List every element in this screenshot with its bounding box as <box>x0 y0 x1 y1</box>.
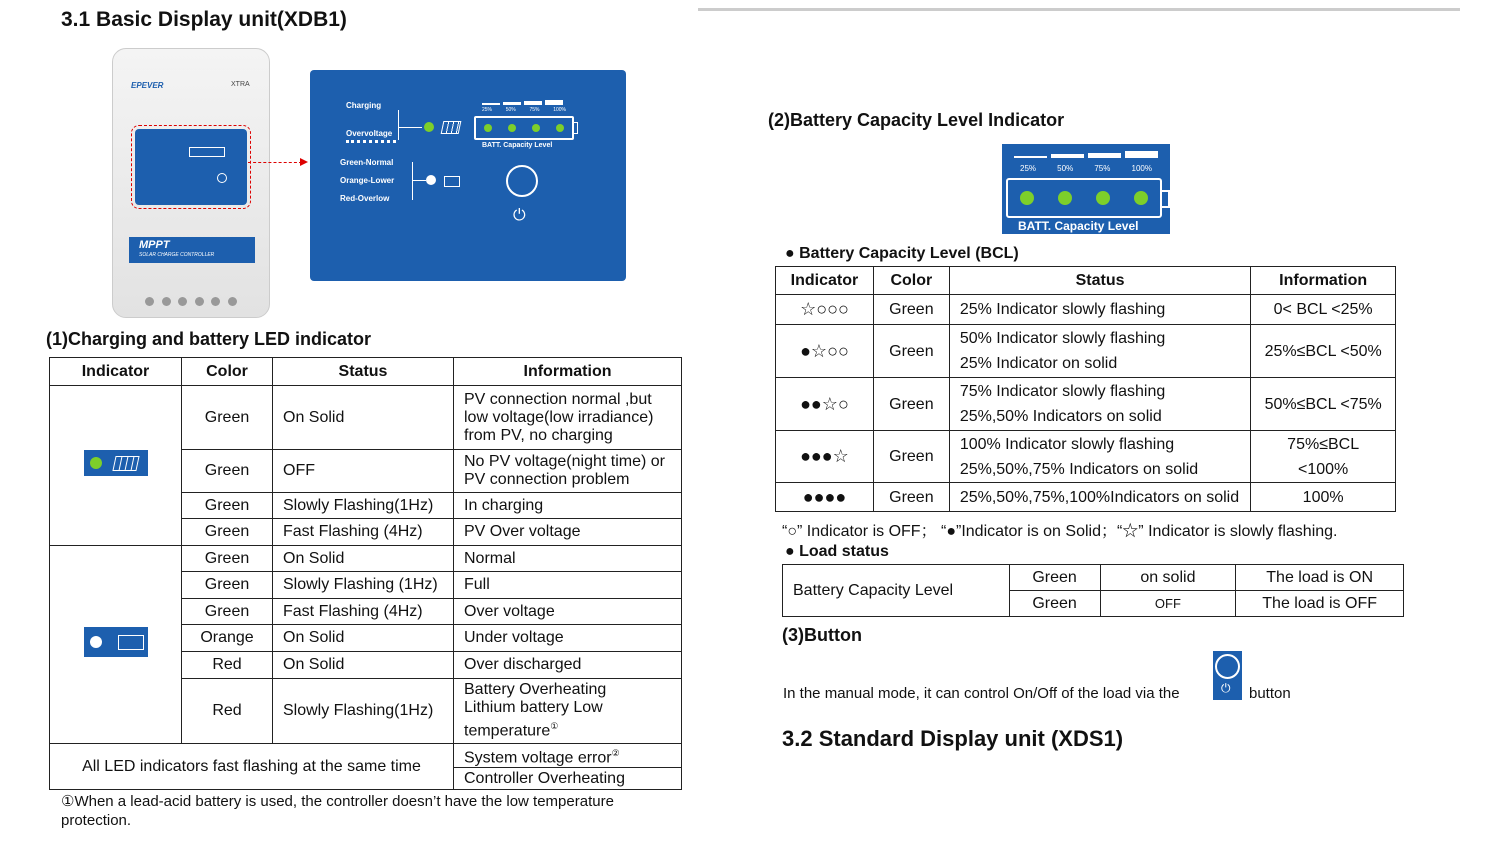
pv-indicator-cell <box>50 386 182 546</box>
batt-info <box>454 679 682 744</box>
bcl-color: Green <box>873 295 949 325</box>
battery-indicator-icon <box>84 627 148 657</box>
info-line: PV connection problem <box>464 471 630 488</box>
pv-color: Green <box>182 493 273 519</box>
load-result: The load is OFF <box>1236 591 1404 617</box>
pv-info: In charging <box>454 493 682 519</box>
all-led-text: All LED indicators fast flashing at the same time <box>50 744 454 790</box>
batt-status: On Solid <box>273 652 454 679</box>
table-row <box>783 565 1404 591</box>
info-text: temperature <box>464 722 551 740</box>
button-text-after: button <box>1249 685 1291 702</box>
load-state: OFF <box>1100 591 1236 617</box>
pv-indicator-icon <box>84 450 148 476</box>
next-section-title: 3.2 Standard Display unit (XDS1) <box>782 726 1124 751</box>
info-line: Lithium battery Low <box>464 699 603 717</box>
bcl-header-color: Color <box>873 267 949 295</box>
batt-info: Normal <box>454 546 682 572</box>
bcl-status <box>949 325 1250 378</box>
label-red-overlow: Red-Overlow <box>340 194 390 203</box>
batt-status: Fast Flashing (4Hz) <box>273 599 454 625</box>
table-row <box>776 295 1396 325</box>
page-divider <box>698 8 1460 11</box>
bcl-color: Green <box>873 378 949 431</box>
zoom-arrow-head <box>300 158 308 166</box>
enlarged-display-panel <box>310 70 626 281</box>
batt-status: On Solid <box>273 546 454 572</box>
pv-color: Green <box>182 450 273 493</box>
batt-color: Red <box>182 679 273 744</box>
status-line: 50% Indicator slowly flashing <box>959 330 1166 347</box>
label-green-normal: Green-Normal <box>340 158 394 167</box>
bcl-level-75: 75% <box>1094 164 1111 173</box>
info-line: Battery Overheating <box>464 681 607 699</box>
footnote-mark: ② <box>611 748 620 758</box>
header-information: Information <box>454 358 682 386</box>
batt-info: Full <box>454 572 682 599</box>
battery-led-icon <box>426 175 436 185</box>
battery-icon <box>444 176 460 187</box>
level-labels <box>482 107 566 113</box>
footnote: ①When a lead-acid battery is used, the controller doesn’t have the low temperature protection. <box>61 793 614 829</box>
status-line: 25%,50% Indicators on solid <box>959 408 1162 425</box>
capacity-battery-frame <box>474 116 574 140</box>
load-state: on solid <box>1100 565 1236 591</box>
device-label-main: MPPT <box>139 239 170 251</box>
batt-info: Over discharged <box>454 652 682 679</box>
all-led-info: Controller Overheating <box>454 768 682 790</box>
batt-color: Green <box>182 572 273 599</box>
level-bars <box>482 97 564 105</box>
table-row <box>776 378 1396 431</box>
controller-device-image <box>112 48 270 318</box>
batt-status: Slowly Flashing(1Hz) <box>273 679 454 744</box>
status-line: 100% Indicator slowly flashing <box>959 435 1175 453</box>
table-row <box>776 483 1396 512</box>
info-line <box>464 717 671 740</box>
bcl-status: 25% Indicator slowly flashing <box>949 295 1250 325</box>
table1-title: (1)Charging and battery LED indicator <box>46 329 372 349</box>
bcl-info: 50%≤BCL <75% <box>1251 378 1396 431</box>
info-line: No PV voltage(night time) or <box>464 453 665 470</box>
zoom-arrow <box>248 162 302 163</box>
footnote-mark: ① <box>550 721 559 732</box>
header-status: Status <box>273 358 454 386</box>
device-label-band <box>129 237 255 263</box>
button-title: (3)Button <box>782 625 862 645</box>
bcl-indicator: ●●●☆ <box>776 431 874 483</box>
label-charging: Charging <box>346 101 382 110</box>
load-table <box>782 564 1404 617</box>
header-indicator: Indicator <box>50 358 182 386</box>
power-icon: ⏻ <box>1221 681 1231 695</box>
bcl-level-100: 100% <box>1131 164 1152 173</box>
solar-panel-icon <box>441 121 462 134</box>
batt-color: Orange <box>182 625 273 652</box>
status-line: 25%,50%,75% Indicators on solid <box>959 460 1199 478</box>
table-row <box>776 325 1396 378</box>
level-100: 100% <box>553 107 566 113</box>
level-25: 25% <box>482 107 493 113</box>
bcl-table <box>775 266 1396 512</box>
table-row <box>50 744 682 768</box>
charging-led-table <box>49 357 682 790</box>
level-75: 75% <box>529 107 540 113</box>
capacity-label: BATT. Capacity Level <box>482 142 553 149</box>
batt-color: Red <box>182 652 273 679</box>
bcl-image <box>1002 144 1170 234</box>
bcl-info: 100% <box>1251 483 1396 512</box>
bcl-battery-frame <box>1006 178 1162 218</box>
pv-info <box>454 450 682 493</box>
all-led-info <box>454 744 682 768</box>
load-color: Green <box>1009 565 1100 591</box>
label-orange-lower: Orange-Lower <box>340 176 395 185</box>
bcl-level-labels <box>1020 164 1152 173</box>
device-model: XTRA <box>231 81 250 88</box>
bcl-title: (2)Battery Capacity Level Indicator <box>768 110 1065 130</box>
bcl-header-information: Information <box>1251 267 1396 295</box>
pv-status: Slowly Flashing(1Hz) <box>273 493 454 519</box>
batt-status: On Solid <box>273 625 454 652</box>
level-50: 50% <box>505 107 516 113</box>
load-result: The load is ON <box>1236 565 1404 591</box>
pv-info <box>454 386 682 450</box>
pv-status: OFF <box>273 450 454 493</box>
status-line: 25% Indicator on solid <box>959 355 1118 372</box>
info-text: System voltage error <box>464 749 612 767</box>
pv-info: PV Over voltage <box>454 519 682 546</box>
header-color: Color <box>182 358 273 386</box>
bcl-status: 25%,50%,75%,100%Indicators on solid <box>949 483 1250 512</box>
bcl-info: 75%≤BCL <100% <box>1251 431 1396 483</box>
panel-button-ring[interactable] <box>506 165 538 197</box>
bcl-indicator: ●☆○○ <box>776 325 874 378</box>
pv-color: Green <box>182 519 273 546</box>
table-row <box>50 386 682 450</box>
load-title: ● Load status <box>785 543 889 560</box>
bcl-indicator: ●●●● <box>776 483 874 512</box>
batt-color: Green <box>182 599 273 625</box>
bcl-header-status: Status <box>949 267 1250 295</box>
status-line: 75% Indicator slowly flashing <box>959 383 1166 400</box>
batt-color: Green <box>182 546 273 572</box>
bcl-image-label: BATT. Capacity Level <box>1018 219 1139 233</box>
bcl-status <box>949 431 1250 483</box>
device-label-sub: SOLAR CHARGE CONTROLLER <box>139 252 215 258</box>
power-icon: ⏻ <box>513 207 526 224</box>
button-text-before: In the manual mode, it can control On/Off of the load via the <box>783 685 1180 702</box>
bcl-level-25: 25% <box>1020 164 1037 173</box>
battery-indicator-cell <box>50 546 182 744</box>
bcl-legend: “○” Indicator is OFF； “●”Indicator is on Solid；“☆” Indicator is slowly flashing. <box>782 523 1338 540</box>
batt-info: Over voltage <box>454 599 682 625</box>
table-row <box>776 431 1396 483</box>
info-line: low voltage(low irradiance) <box>464 408 654 426</box>
batt-status: Slowly Flashing (1Hz) <box>273 572 454 599</box>
load-color: Green <box>1009 591 1100 617</box>
device-mini-panel <box>135 129 247 205</box>
info-line: PV connection normal ,but <box>464 390 652 408</box>
batt-info: Under voltage <box>454 625 682 652</box>
pv-status: Fast Flashing (4Hz) <box>273 519 454 546</box>
load-title-text: Load status <box>799 543 889 560</box>
bcl-status <box>949 378 1250 431</box>
bcl-subtitle: ● Battery Capacity Level (BCL) <box>785 245 1019 262</box>
load-button-icon[interactable] <box>1213 651 1242 700</box>
bcl-color: Green <box>873 325 949 378</box>
bcl-level-bars <box>1014 150 1160 158</box>
bcl-color: Green <box>873 483 949 512</box>
device-terminals <box>145 297 237 307</box>
bcl-subtitle-text: Battery Capacity Level (BCL) <box>799 245 1019 262</box>
bcl-info: 0< BCL <25% <box>1251 295 1396 325</box>
bcl-level-50: 50% <box>1057 164 1074 173</box>
section-title: 3.1 Basic Display unit(XDB1) <box>61 8 347 31</box>
pv-color: Green <box>182 386 273 450</box>
bcl-color: Green <box>873 431 949 483</box>
bcl-indicator: ☆○○○ <box>776 295 874 325</box>
load-label: Battery Capacity Level <box>783 565 1010 617</box>
info-line: from PV, no charging <box>464 426 613 444</box>
table-row <box>50 546 682 572</box>
bcl-indicator: ●●☆○ <box>776 378 874 431</box>
pv-status: On Solid <box>273 386 454 450</box>
bcl-info: 25%≤BCL <50% <box>1251 325 1396 378</box>
button-ring-icon <box>1215 654 1240 679</box>
device-brand: EPEVER <box>131 81 164 90</box>
label-overvoltage: Overvoltage <box>346 129 393 138</box>
bcl-header-indicator: Indicator <box>776 267 874 295</box>
pv-led-icon <box>424 122 434 132</box>
